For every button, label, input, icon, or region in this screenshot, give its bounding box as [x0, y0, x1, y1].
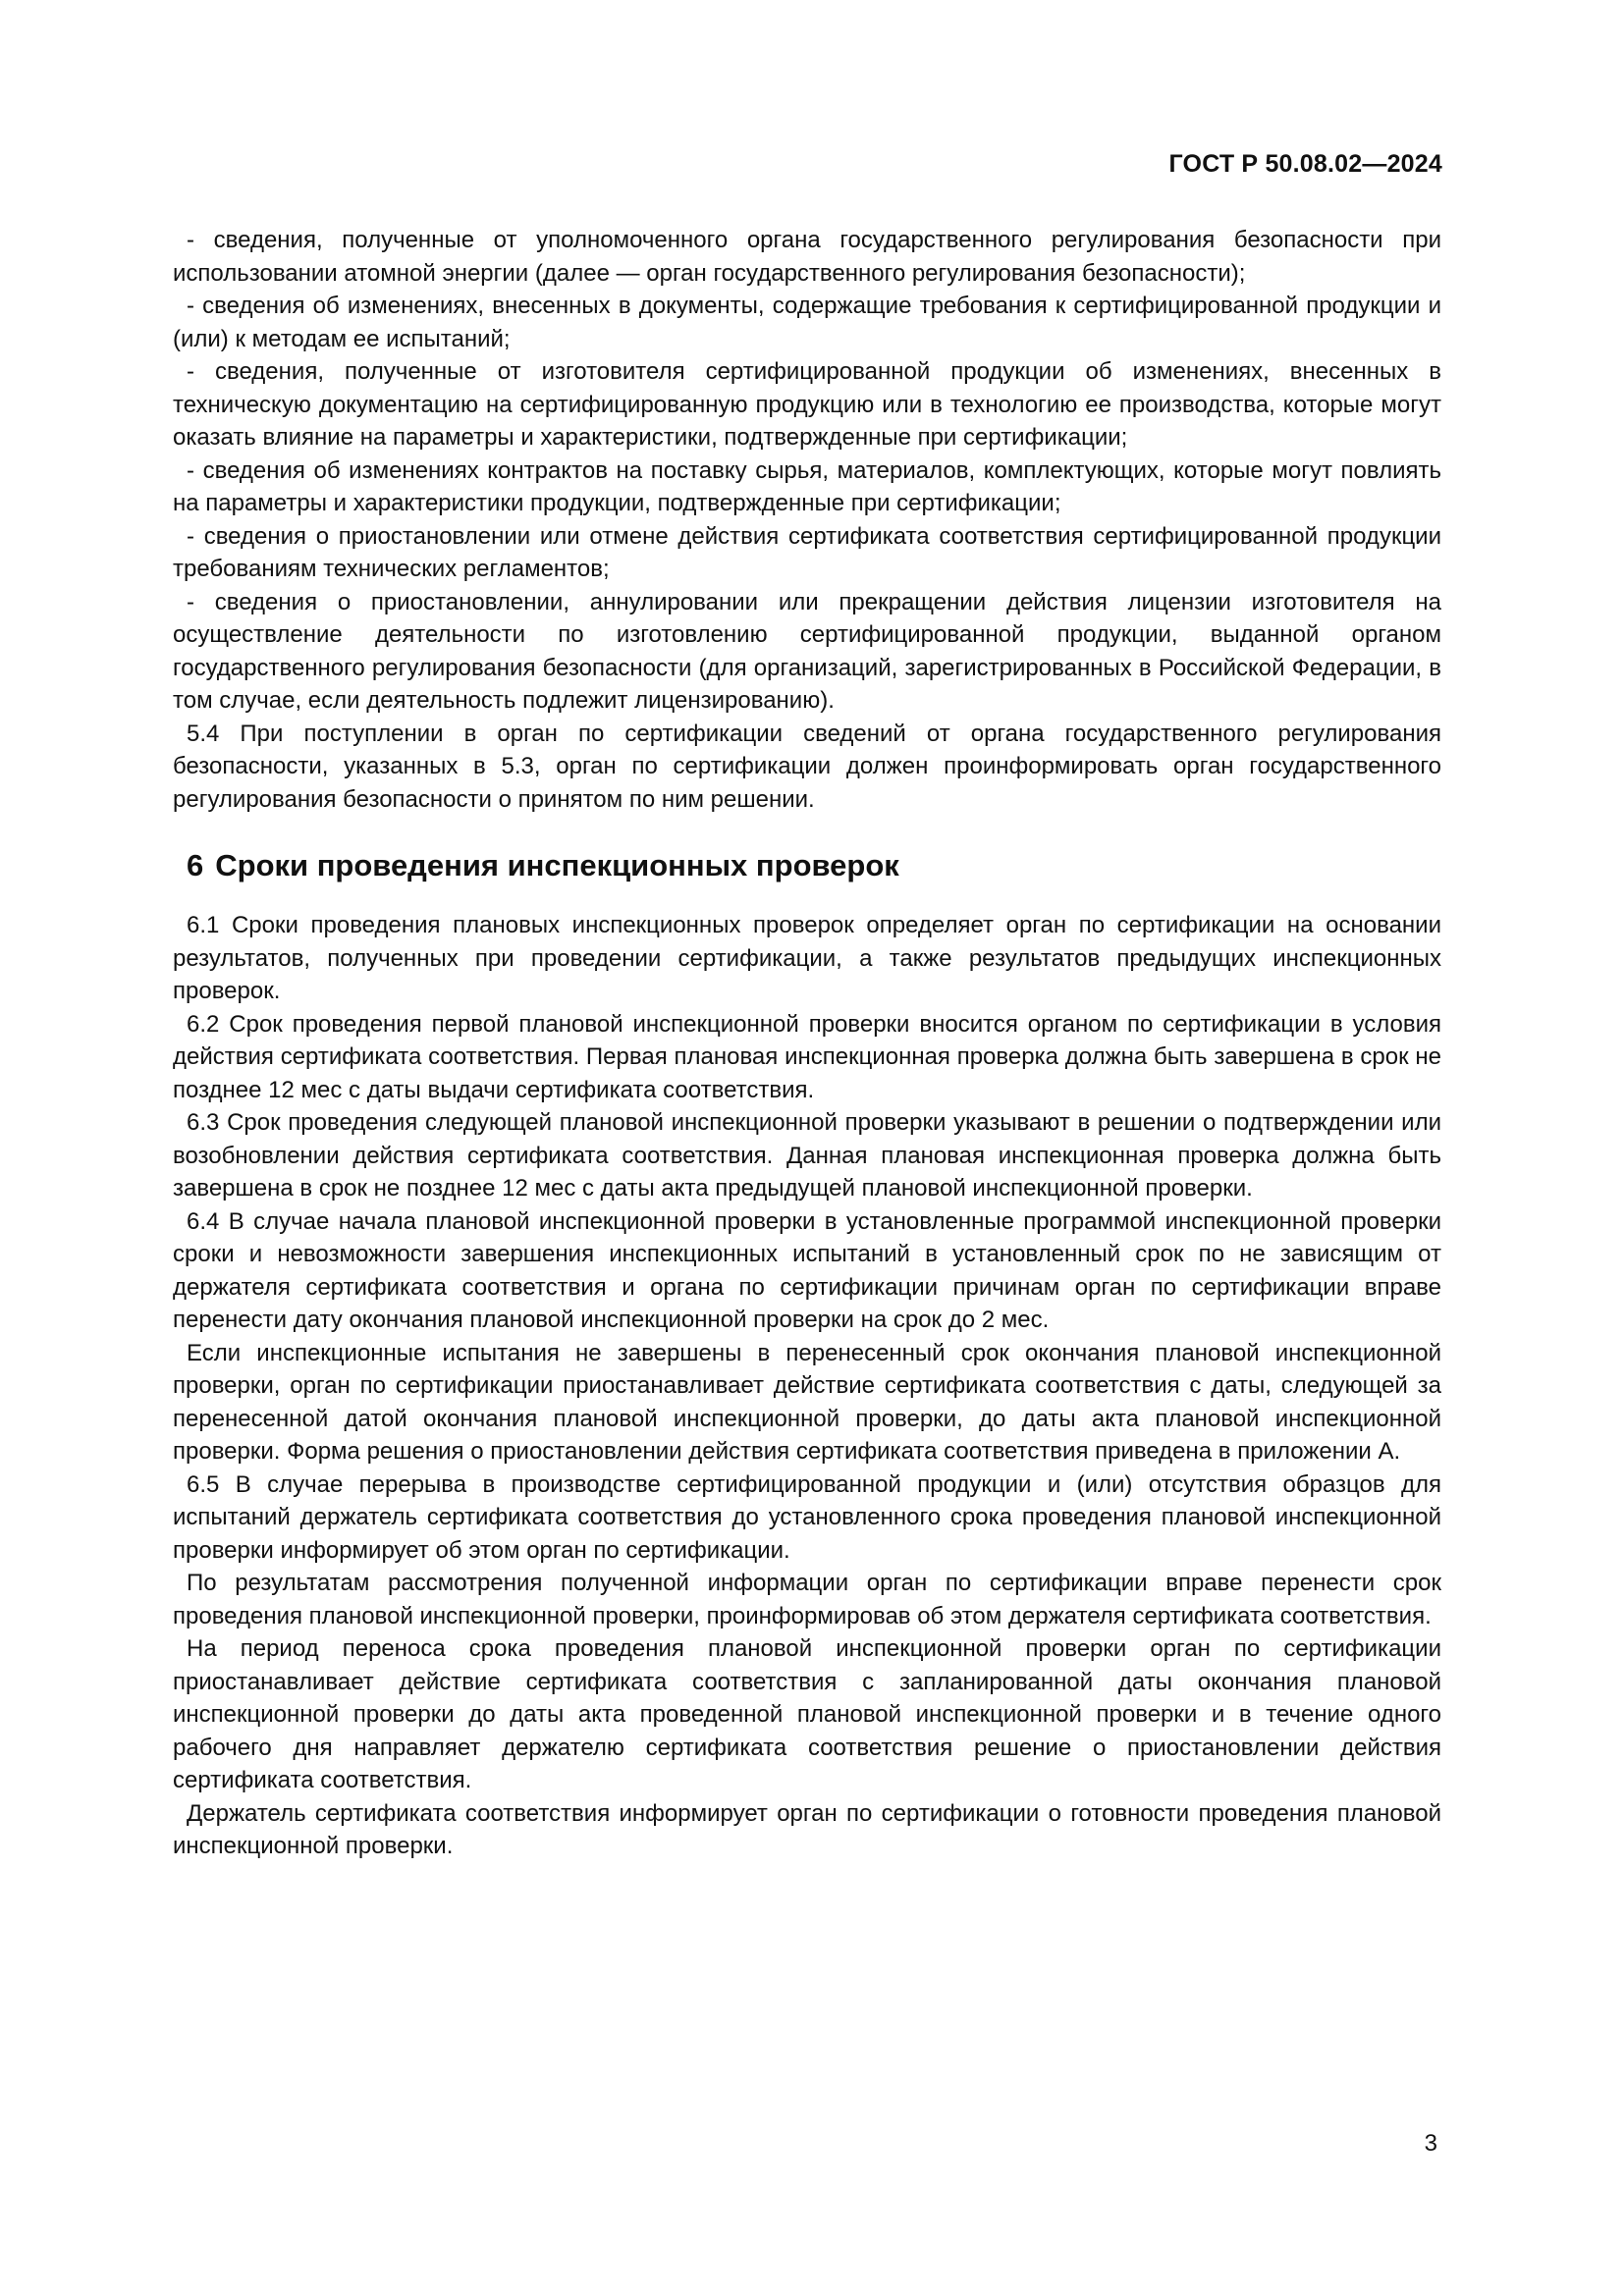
section-6-heading: [187, 846, 1441, 885]
section-6-number: 6: [187, 848, 204, 882]
list-item-document-changes: - сведения об изменениях, внесенных в документы, содержащие требования к сертифицированной продукции и (или) к методам ее испытаний;: [173, 293, 1441, 352]
clause-6-4: 6.4 В случае начала плановой инспекционной проверки в установленные программой инспекционной проверки сроки и невозможности завершения инспекционных испытаний в установленный срок по не зависящим от держателя сертификата соответствия и органа по сертификации причинам орган по сертификации вправе перенести дату окончания плановой инспекционной проверки на срок до 2 мес.: [173, 1207, 1441, 1333]
clause-6-1: 6.1 Сроки проведения плановых инспекционных проверок определяет орган по сертификации на основании результатов, полученных при проведении сертификации, а также результатов предыдущих инспекционных проверок.: [173, 912, 1441, 1004]
document-body: [173, 224, 1441, 1863]
list-item-contract-changes: - сведения об изменениях контрактов на поставку сырья, материалов, комплектующих, которые могут повлиять на параметры и характеристики продукции, подтвержденные при сертификации;: [173, 456, 1441, 516]
clause-6-4-continuation: Если инспекционные испытания не завершены в перенесенный срок окончания плановой инспекционной проверки, орган по сертификации приостанавливает действие сертификата соответствия с даты, следующей за перенесенной датой окончания плановой инспекционной проверки, до даты акта плановой инспекционной проверки. Форма решения о приостановлении действия сертификата соответствия приведена в приложении А.: [173, 1339, 1441, 1465]
clause-6-5: 6.5 В случае перерыва в производстве сертифицированной продукции и (или) отсутствия образцов для испытаний держатель сертификата соответствия до установленного срока проведения плановой инспекционной проверки информирует об этом орган по сертификации.: [173, 1470, 1441, 1564]
list-item-authority-info: - сведения, полученные от уполномоченного органа государственного регулирования безопасности при использовании атомной энергии (далее — орган государственного регулирования безопасности);: [173, 227, 1441, 287]
document-code-header: ГОСТ Р 50.08.02—2024: [1168, 150, 1442, 178]
section-6-title: Сроки проведения инспекционных проверок: [215, 848, 899, 882]
clause-6-5-continuation-3: Держатель сертификата соответствия информирует орган по сертификации о готовности проведения плановой инспекционной проверки.: [173, 1799, 1441, 1859]
list-item-license-suspension: - сведения о приостановлении, аннулировании или прекращении действия лицензии изготовителя на осуществление деятельности по изготовлению сертифицированной продукции, выданной органом государственного регулирования безопасности (для организаций, зарегистрированных в Российской Федерации, в том случае, если деятельность подлежит лицензированию).: [173, 588, 1441, 714]
clause-6-3: 6.3 Срок проведения следующей плановой инспекционной проверки указывают в решении о подтверждении или возобновлении действия сертификата соответствия. Данная плановая инспекционная проверка должна быть завершена в срок не позднее 12 мес с даты акта предыдущей плановой инспекционной проверки.: [173, 1109, 1441, 1201]
clause-5-4: 5.4 При поступлении в орган по сертификации сведений от органа государственного регулирования безопасности, указанных в 5.3, орган по сертификации должен проинформировать орган государственного регулирования безопасности о принятом по ним решении.: [173, 720, 1441, 813]
list-item-certificate-suspension: - сведения о приостановлении или отмене действия сертификата соответствия сертифицированной продукции требованиям технических регламентов;: [173, 522, 1441, 582]
clause-6-5-continuation-1: По результатам рассмотрения полученной информации орган по сертификации вправе перенести срок проведения плановой инспекционной проверки, проинформировав об этом держателя сертификата соответствия.: [173, 1570, 1441, 1629]
clause-6-2: 6.2 Срок проведения первой плановой инспекционной проверки вносится органом по сертификации в условия действия сертификата соответствия. Первая плановая инспекционная проверка должна быть завершена в срок не позднее 12 мес с даты выдачи сертификата соответствия.: [173, 1010, 1441, 1103]
page-number: 3: [1424, 2130, 1437, 2157]
clause-6-5-continuation-2: На период переноса срока проведения плановой инспекционной проверки орган по сертификации приостанавливает действие сертификата соответствия с запланированной даты окончания плановой инспекционной проверки до даты акта проведенной плановой инспекционной проверки и в течение одного рабочего дня направляет держателю сертификата соответствия решение о приостановлении действия сертификата соответствия.: [173, 1635, 1441, 1793]
list-item-manufacturer-changes: - сведения, полученные от изготовителя сертифицированной продукции об изменениях, внесенных в техническую документацию на сертифицированную продукцию или в технологию ее производства, которые могут оказать влияние на параметры и характеристики, подтвержденные при сертификации;: [173, 358, 1441, 451]
